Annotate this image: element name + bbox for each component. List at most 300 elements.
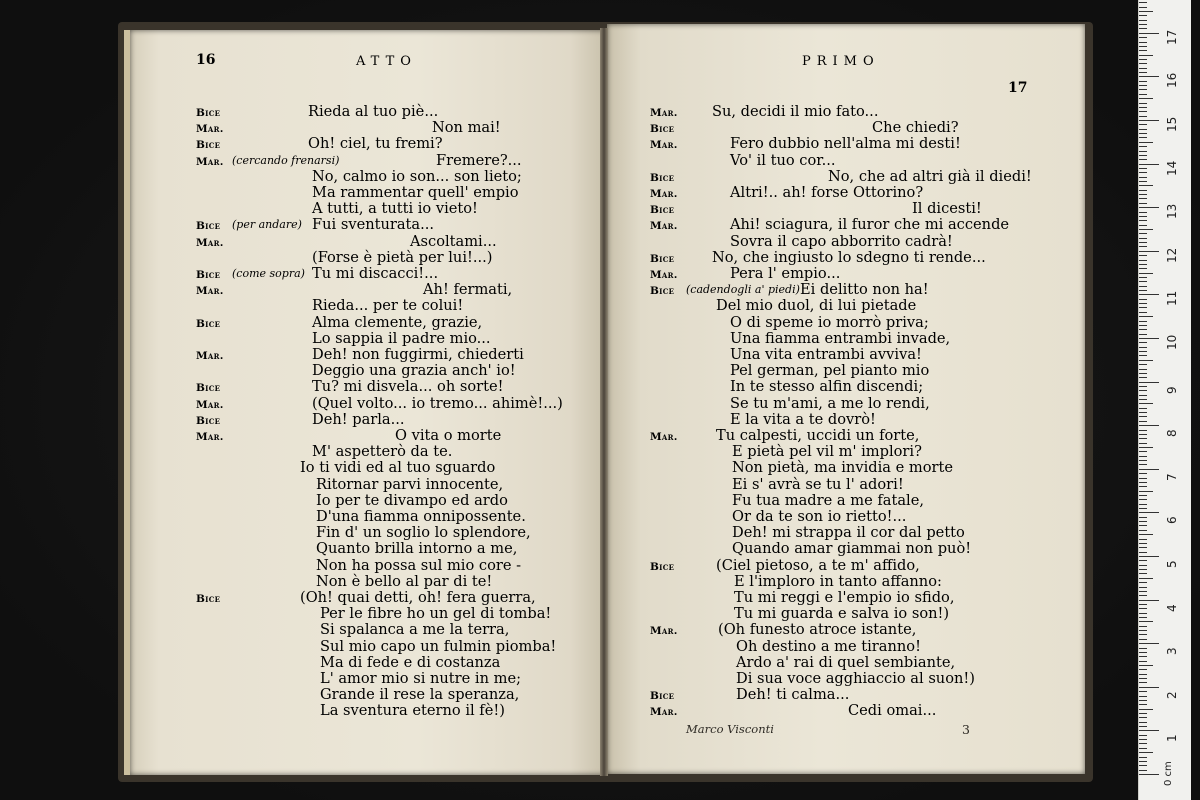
ruler-tick bbox=[1139, 578, 1153, 579]
ruler-tick bbox=[1139, 661, 1147, 662]
ruler-tick bbox=[1139, 687, 1159, 688]
ruler-number: 10 bbox=[1165, 334, 1179, 350]
ruler-tick bbox=[1139, 469, 1159, 470]
verse-text: Tu? mi disvela... oh sorte! bbox=[312, 378, 504, 396]
ruler-tick bbox=[1139, 713, 1147, 714]
ruler-tick bbox=[1139, 656, 1147, 657]
ruler-tick bbox=[1139, 674, 1147, 675]
ruler-tick bbox=[1139, 151, 1147, 152]
verse-text: Ahi! sciagura, il furor che mi accende bbox=[730, 216, 1010, 234]
ruler-tick bbox=[1139, 203, 1147, 204]
verse-text: Di sua voce agghiaccio al suon!) bbox=[736, 670, 975, 687]
ruler-number: 4 bbox=[1165, 603, 1179, 612]
verse-text: Deh! parla... bbox=[312, 410, 405, 428]
verse-text: No, che ad altri già il diedi! bbox=[828, 167, 1032, 185]
verse-text: Su, decidi il mio fato... bbox=[712, 103, 879, 120]
ruler-tick bbox=[1139, 334, 1147, 335]
ruler-tick bbox=[1139, 294, 1159, 295]
verse-text: Ah! fermati, bbox=[423, 281, 513, 299]
verse-text: Vo' il tuo cor... bbox=[730, 151, 836, 169]
ruler-tick bbox=[1139, 59, 1147, 60]
ruler-tick bbox=[1139, 347, 1147, 348]
ruler-tick bbox=[1139, 652, 1147, 653]
ruler-tick bbox=[1139, 24, 1147, 25]
verse-text: Si spalanca a me la terra, bbox=[320, 621, 510, 639]
verse-text: Pera l' empio... bbox=[730, 265, 841, 282]
ruler-tick bbox=[1139, 443, 1147, 444]
ruler-number: 13 bbox=[1165, 203, 1179, 220]
speaker-label: Bice bbox=[196, 269, 221, 281]
verse-text: No, calmo io son... son lieto; bbox=[312, 167, 522, 185]
ruler-tick bbox=[1139, 220, 1147, 221]
verse-text: Deh! mi strappa il cor dal petto bbox=[732, 524, 965, 542]
ruler-tick bbox=[1139, 120, 1159, 121]
verse-text: Cedi omai... bbox=[848, 702, 937, 720]
ruler-tick bbox=[1139, 399, 1147, 400]
ruler-tick bbox=[1139, 770, 1147, 771]
speaker-label: Bice bbox=[196, 593, 221, 605]
ruler-tick bbox=[1139, 600, 1159, 601]
ruler-tick bbox=[1139, 89, 1147, 90]
verse-text: Se tu m'ami, a me lo rendi, bbox=[730, 394, 930, 412]
ruler-tick bbox=[1139, 508, 1147, 509]
ruler-tick bbox=[1139, 299, 1147, 300]
verse-text: Altri!.. ah! forse Ottorino? bbox=[730, 184, 924, 201]
ruler-tick bbox=[1139, 277, 1147, 278]
ruler-tick bbox=[1139, 273, 1153, 274]
speaker-label: Bice bbox=[196, 414, 221, 427]
ruler-tick bbox=[1139, 669, 1147, 670]
verse-text: (Oh! quai detti, oh! fera guerra, bbox=[300, 589, 536, 606]
ruler-tick bbox=[1139, 268, 1147, 269]
ruler-tick bbox=[1139, 547, 1147, 548]
ruler-tick bbox=[1139, 665, 1153, 666]
verse-text: Tu calpesti, uccidi un forte, bbox=[716, 427, 920, 444]
verse-text: Sul mio capo un fulmin piomba! bbox=[320, 637, 557, 655]
ruler-number: 2 bbox=[1165, 691, 1179, 699]
verse-text: A tutti, a tutti io vieto! bbox=[312, 200, 478, 218]
speaker-label: Mar. bbox=[650, 188, 678, 200]
verse-text: Or da te son io rietto!... bbox=[732, 508, 907, 525]
ruler-tick bbox=[1139, 351, 1147, 352]
ruler-tick bbox=[1139, 172, 1147, 173]
ruler-tick bbox=[1139, 325, 1147, 326]
verse-text: E l'imploro in tanto affanno: bbox=[734, 572, 942, 590]
ruler-tick bbox=[1139, 499, 1147, 500]
ruler-tick bbox=[1139, 11, 1153, 12]
ruler-number: 14 bbox=[1165, 160, 1179, 176]
ruler-tick bbox=[1139, 617, 1147, 618]
verse-text: Il dicesti! bbox=[912, 200, 982, 218]
ruler-tick bbox=[1139, 364, 1147, 365]
ruler-tick bbox=[1139, 46, 1147, 47]
ruler-tick bbox=[1139, 28, 1147, 29]
stage-direction: (per andare) bbox=[232, 218, 302, 232]
verse-text: Io per te divampo ed ardo bbox=[316, 491, 508, 509]
speaker-label: Bice bbox=[650, 690, 675, 703]
verse-text: (Forse è pietà per lui!...) bbox=[312, 248, 493, 266]
ruler-tick bbox=[1139, 639, 1147, 640]
verse-text: Alma clemente, grazie, bbox=[312, 313, 483, 331]
ruler-tick bbox=[1139, 72, 1147, 73]
speaker-label: Bice bbox=[650, 171, 675, 184]
verse-text: Fin d' un soglio lo splendore, bbox=[316, 524, 531, 542]
ruler-number: 12 bbox=[1165, 247, 1179, 263]
verse-text: Rieda... per te colui! bbox=[312, 297, 464, 315]
ruler-tick bbox=[1139, 482, 1147, 483]
verse-text: O vita o morte bbox=[395, 427, 502, 444]
speaker-label: Bice bbox=[196, 107, 221, 119]
ruler-number: 16 bbox=[1165, 73, 1179, 89]
ruler-tick bbox=[1139, 194, 1147, 195]
verse-text: Ascoltami... bbox=[410, 232, 497, 250]
footer-signature: Marco Visconti bbox=[686, 722, 774, 736]
ruler-tick bbox=[1139, 233, 1147, 234]
verse-text: Tu mi reggi e l'empio io sfido, bbox=[734, 589, 955, 606]
ruler-number: 17 bbox=[1165, 29, 1179, 45]
ruler-tick bbox=[1139, 76, 1159, 77]
ruler-tick bbox=[1139, 530, 1147, 531]
ruler-tick bbox=[1139, 251, 1159, 252]
ruler-tick bbox=[1139, 290, 1147, 291]
ruler-tick bbox=[1139, 33, 1159, 34]
ruler-tick bbox=[1139, 177, 1147, 178]
verse-text: Non mai! bbox=[432, 119, 501, 137]
ruler-tick bbox=[1139, 582, 1147, 583]
ruler-tick bbox=[1139, 421, 1147, 422]
ruler-tick bbox=[1139, 765, 1147, 766]
speaker-label: Mar. bbox=[196, 285, 224, 298]
ruler-tick bbox=[1139, 42, 1147, 43]
right-page-number: 17 bbox=[1008, 80, 1028, 96]
ruler-tick bbox=[1139, 168, 1147, 169]
ruler-tick bbox=[1139, 621, 1153, 622]
verse-text: Ma rammentar quell' empio bbox=[312, 184, 519, 201]
ruler-tick bbox=[1139, 495, 1147, 496]
verse-text: Che chiedi? bbox=[872, 119, 959, 137]
verse-text: (Oh funesto atroce istante, bbox=[718, 621, 917, 639]
ruler-tick bbox=[1139, 255, 1147, 256]
ruler-tick bbox=[1139, 55, 1153, 56]
ruler-tick bbox=[1139, 739, 1147, 740]
ruler-tick bbox=[1139, 7, 1147, 8]
ruler-tick bbox=[1139, 286, 1147, 287]
speaker-label: Mar. bbox=[196, 236, 224, 249]
ruler-tick bbox=[1139, 726, 1147, 727]
ruler-tick bbox=[1139, 491, 1153, 492]
verse-text: Grande il rese la speranza, bbox=[320, 686, 520, 704]
verse-text: Quando amar giammai non può! bbox=[732, 540, 972, 558]
ruler-tick bbox=[1139, 613, 1147, 614]
ruler-tick bbox=[1139, 342, 1147, 343]
verse-text: Tu mi discacci!... bbox=[312, 265, 439, 282]
ruler-tick bbox=[1139, 303, 1147, 304]
ruler-tick bbox=[1139, 98, 1153, 99]
speaker-label: Bice bbox=[196, 220, 221, 233]
ruler-unit-label: 0 cm bbox=[1163, 761, 1174, 786]
ruler-tick bbox=[1139, 2, 1147, 3]
verse-text: No, che ingiusto lo sdegno ti rende... bbox=[712, 248, 986, 266]
ruler-tick bbox=[1139, 504, 1147, 505]
ruler-tick bbox=[1139, 124, 1147, 125]
verse-text: Fu tua madre a me fatale, bbox=[732, 491, 924, 509]
ruler-tick bbox=[1139, 735, 1147, 736]
signature-mark: 3 bbox=[962, 722, 970, 737]
ruler-tick bbox=[1139, 63, 1147, 64]
ruler-tick bbox=[1139, 757, 1147, 758]
ruler-tick bbox=[1139, 521, 1147, 522]
speaker-label: Mar. bbox=[650, 269, 678, 281]
ruler-tick bbox=[1139, 85, 1147, 86]
verse-text: E pietà pel vil m' implori? bbox=[732, 443, 922, 461]
verse-text: D'una fiamma onnipossente. bbox=[316, 508, 526, 525]
ruler-tick bbox=[1139, 430, 1147, 431]
speaker-label: Bice bbox=[196, 317, 221, 330]
stage-direction: (cercando frenarsi) bbox=[232, 153, 340, 167]
ruler-tick bbox=[1139, 416, 1147, 417]
ruler-tick bbox=[1139, 111, 1147, 112]
verse-text: Una vita entrambi avviva! bbox=[730, 346, 922, 363]
speaker-label: Mar. bbox=[650, 139, 678, 152]
ruler-tick bbox=[1139, 225, 1147, 226]
speaker-label: Mar. bbox=[650, 220, 678, 233]
ruler-tick bbox=[1139, 460, 1147, 461]
ruler-tick bbox=[1139, 486, 1147, 487]
ruler-number: 5 bbox=[1165, 560, 1179, 568]
ruler-tick bbox=[1139, 722, 1147, 723]
verse-text: Rieda al tuo piè... bbox=[308, 103, 439, 120]
verse-text: M' aspetterò da te. bbox=[312, 443, 453, 461]
ruler-number: 9 bbox=[1165, 385, 1179, 394]
ruler-tick bbox=[1139, 260, 1147, 261]
ruler-tick bbox=[1139, 730, 1159, 731]
ruler-tick bbox=[1139, 129, 1147, 130]
ruler-tick bbox=[1139, 216, 1147, 217]
ruler-tick bbox=[1139, 774, 1159, 775]
ruler-tick bbox=[1139, 626, 1147, 627]
verse-text: Pel german, pel pianto mio bbox=[730, 362, 930, 380]
ruler-tick bbox=[1139, 377, 1147, 378]
speaker-label: Mar. bbox=[650, 431, 678, 443]
ruler-tick bbox=[1139, 107, 1147, 108]
verse-text: Deggio una grazia anch' io! bbox=[312, 362, 516, 380]
ruler-tick bbox=[1139, 556, 1159, 557]
verse-text: Ritornar parvi innocente, bbox=[316, 475, 504, 493]
ruler-tick bbox=[1139, 565, 1147, 566]
ruler-tick bbox=[1139, 464, 1147, 465]
ruler-tick bbox=[1139, 386, 1147, 387]
verse-text: Per le fibre ho un gel di tomba! bbox=[320, 605, 552, 623]
verse-text: L' amor mio si nutre in me; bbox=[320, 670, 522, 687]
verse-text: La sventura eterno il fè!) bbox=[320, 702, 505, 720]
verse-text: Fero dubbio nell'alma mi desti! bbox=[730, 135, 961, 153]
ruler-tick bbox=[1139, 543, 1147, 544]
ruler-tick bbox=[1139, 761, 1147, 762]
verse-text: Fui sventurata... bbox=[312, 216, 435, 234]
ruler-tick bbox=[1139, 438, 1147, 439]
ruler-tick bbox=[1139, 338, 1159, 339]
verse-text: Lo sappia il padre mio... bbox=[312, 329, 491, 347]
verse-text: Una fiamma entrambi invade, bbox=[730, 329, 951, 347]
speaker-label: Bice bbox=[650, 285, 675, 298]
verse-text: Non pietà, ma invidia e morte bbox=[732, 459, 953, 477]
book-spine bbox=[600, 28, 608, 776]
ruler-tick bbox=[1139, 587, 1147, 588]
ruler-tick bbox=[1139, 447, 1153, 448]
speaker-label: Mar. bbox=[196, 155, 224, 168]
ruler-tick bbox=[1139, 68, 1147, 69]
ruler-tick bbox=[1139, 512, 1159, 513]
speaker-label: Bice bbox=[650, 560, 675, 573]
ruler-tick bbox=[1139, 382, 1159, 383]
ruler-tick bbox=[1139, 473, 1147, 474]
ruler-tick bbox=[1139, 146, 1147, 147]
ruler-tick bbox=[1139, 408, 1147, 409]
ruler-tick bbox=[1139, 246, 1147, 247]
ruler-tick bbox=[1139, 643, 1159, 644]
ruler-tick bbox=[1139, 159, 1147, 160]
ruler-tick bbox=[1139, 412, 1147, 413]
ruler-tick bbox=[1139, 103, 1147, 104]
verse-text: Deh! non fuggirmi, chiederti bbox=[312, 346, 524, 363]
stage-direction: (come sopra) bbox=[232, 267, 305, 280]
ruler-tick bbox=[1139, 207, 1159, 208]
speaker-label: Mar. bbox=[650, 706, 678, 719]
ruler-tick bbox=[1139, 242, 1147, 243]
ruler-tick bbox=[1139, 164, 1159, 165]
ruler-tick bbox=[1139, 198, 1147, 199]
ruler-tick bbox=[1139, 691, 1147, 692]
right-running-head: PRIMO bbox=[802, 54, 880, 69]
ruler-tick bbox=[1139, 137, 1147, 138]
ruler-tick bbox=[1139, 696, 1147, 697]
ruler-tick bbox=[1139, 355, 1147, 356]
verse-text: O di speme io morrò priva; bbox=[730, 313, 929, 331]
ruler-tick bbox=[1139, 591, 1147, 592]
verse-text: Non ha possa sul mio core - bbox=[316, 556, 522, 574]
ruler-tick bbox=[1139, 212, 1147, 213]
verse-text: Ma di fede e di costanza bbox=[320, 653, 501, 671]
ruler-tick bbox=[1139, 238, 1147, 239]
verse-text: Oh destino a me tiranno! bbox=[736, 637, 921, 655]
ruler-tick bbox=[1139, 709, 1153, 710]
ruler-tick bbox=[1139, 94, 1147, 95]
speaker-label: Mar. bbox=[196, 431, 224, 443]
ruler-tick bbox=[1139, 229, 1153, 230]
verse-text: Del mio duol, di lui pietade bbox=[716, 297, 917, 315]
verse-text: Quanto brilla intorno a me, bbox=[316, 540, 518, 558]
ruler-tick bbox=[1139, 181, 1147, 182]
ruler-tick bbox=[1139, 281, 1147, 282]
ruler-tick bbox=[1139, 678, 1147, 679]
ruler-tick bbox=[1139, 155, 1147, 156]
ruler-tick bbox=[1139, 133, 1147, 134]
ruler-tick bbox=[1139, 37, 1147, 38]
ruler-number: 7 bbox=[1165, 473, 1179, 481]
ruler-tick bbox=[1139, 360, 1153, 361]
ruler-tick bbox=[1139, 425, 1159, 426]
ruler-tick bbox=[1139, 573, 1147, 574]
ruler-tick bbox=[1139, 264, 1147, 265]
ruler-tick bbox=[1139, 116, 1147, 117]
ruler-tick bbox=[1139, 373, 1147, 374]
verse-text: Ei s' avrà se tu l' adori! bbox=[732, 475, 904, 493]
ruler-tick bbox=[1139, 608, 1147, 609]
ruler-tick bbox=[1139, 604, 1147, 605]
left-running-head: ATTO bbox=[356, 54, 417, 69]
verse-text: Tu mi guarda e salva io son!) bbox=[734, 605, 950, 623]
ruler-tick bbox=[1139, 634, 1147, 635]
speaker-label: Mar. bbox=[196, 350, 224, 362]
ruler-tick bbox=[1139, 752, 1153, 753]
ruler-tick bbox=[1139, 15, 1147, 16]
verse-text: In te stesso alfin discendi; bbox=[730, 378, 924, 396]
ruler-number: 3 bbox=[1165, 647, 1179, 656]
left-page-number: 16 bbox=[196, 52, 216, 68]
verse-text: Io ti vidi ed al tuo sguardo bbox=[300, 459, 496, 477]
ruler-tick bbox=[1139, 743, 1147, 744]
stage-direction: (cadendogli a' piedi) bbox=[686, 283, 800, 297]
ruler-tick bbox=[1139, 369, 1147, 370]
ruler-tick bbox=[1139, 329, 1147, 330]
verse-text: Non è bello al par di te! bbox=[316, 572, 493, 590]
speaker-label: Bice bbox=[650, 204, 675, 217]
ruler-tick bbox=[1139, 451, 1147, 452]
ruler-tick bbox=[1139, 539, 1147, 540]
ruler-tick bbox=[1139, 185, 1153, 186]
ruler-tick bbox=[1139, 190, 1147, 191]
ruler-number: 6 bbox=[1165, 516, 1179, 525]
speaker-label: Mar. bbox=[650, 107, 678, 119]
ruler-tick bbox=[1139, 142, 1153, 143]
ruler-tick bbox=[1139, 595, 1147, 596]
ruler-tick bbox=[1139, 704, 1147, 705]
ruler-tick bbox=[1139, 312, 1147, 313]
verse-text: Ardo a' rai di quel sembiante, bbox=[736, 653, 956, 671]
speaker-label: Mar. bbox=[196, 398, 224, 411]
ruler-tick bbox=[1139, 525, 1147, 526]
ruler-tick bbox=[1139, 456, 1147, 457]
speaker-label: Bice bbox=[196, 382, 221, 395]
ruler-tick bbox=[1139, 50, 1147, 51]
ruler-number: 11 bbox=[1165, 291, 1179, 307]
verse-text: Sovra il capo abborrito cadrà! bbox=[730, 232, 953, 250]
ruler-tick bbox=[1139, 682, 1147, 683]
ruler-tick bbox=[1139, 569, 1147, 570]
ruler-tick bbox=[1139, 534, 1153, 535]
speaker-label: Mar. bbox=[650, 625, 678, 638]
ruler-tick bbox=[1139, 434, 1147, 435]
ruler-tick bbox=[1139, 478, 1147, 479]
verse-text: (Ciel pietoso, a te m' affido, bbox=[716, 556, 920, 574]
ruler-tick bbox=[1139, 316, 1153, 317]
verse-text: Ei delitto non ha! bbox=[800, 281, 929, 299]
speaker-label: Bice bbox=[196, 139, 221, 152]
verse-text: Oh! ciel, tu fremi? bbox=[308, 135, 443, 153]
ruler-tick bbox=[1139, 403, 1153, 404]
ruler-tick bbox=[1139, 748, 1147, 749]
ruler-number: 8 bbox=[1165, 429, 1179, 438]
verse-text: (Quel volto... io tremo... ahimè!...) bbox=[312, 394, 563, 412]
ruler-tick bbox=[1139, 630, 1147, 631]
ruler-tick bbox=[1139, 648, 1147, 649]
ruler-tick bbox=[1139, 321, 1147, 322]
speaker-label: Mar. bbox=[196, 123, 224, 136]
speaker-label: Bice bbox=[650, 123, 675, 136]
ruler-tick bbox=[1139, 81, 1147, 82]
ruler-tick bbox=[1139, 390, 1147, 391]
ruler-tick bbox=[1139, 517, 1147, 518]
